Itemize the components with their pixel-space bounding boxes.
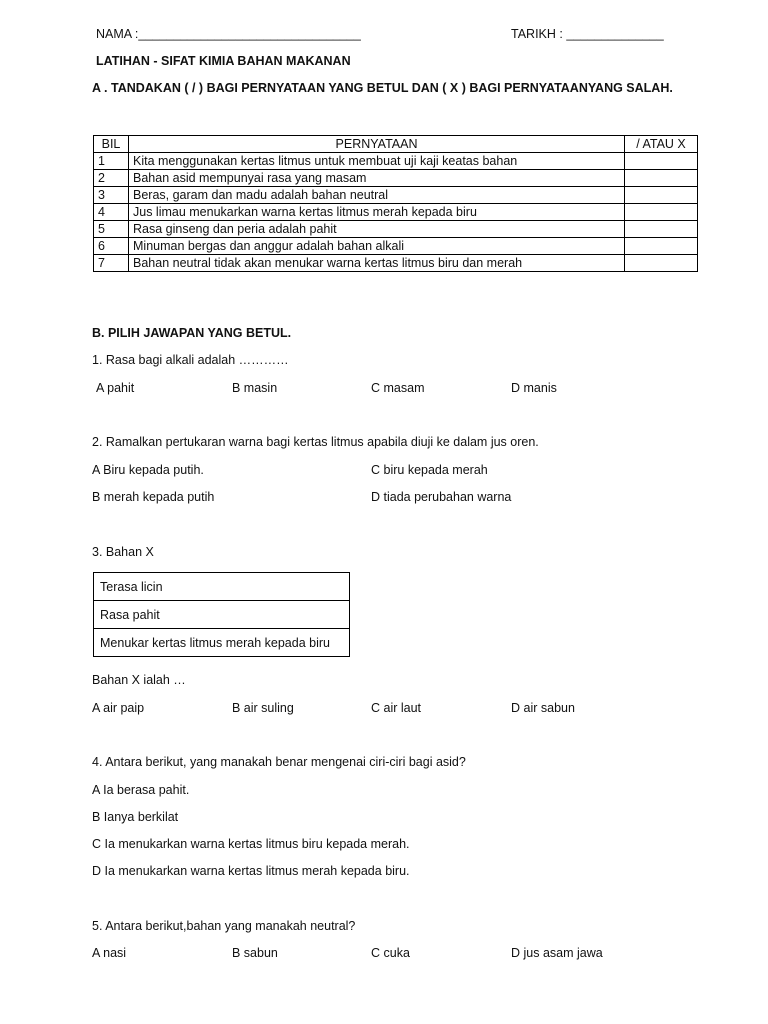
- table-row: [94, 153, 698, 170]
- q3-option-d[interactable]: D air sabun: [511, 701, 575, 715]
- q1-option-b[interactable]: B masin: [232, 381, 278, 395]
- row-statement: Jus limau menukarkan warna kertas litmus merah kepada biru: [129, 204, 625, 221]
- statement-table: [93, 135, 698, 272]
- section-b-instruction: B. PILIH JAWAPAN YANG BETUL.: [92, 326, 292, 340]
- q2-option-b[interactable]: B merah kepada putih: [92, 490, 215, 504]
- table-row: [94, 204, 698, 221]
- property-row: [94, 573, 350, 601]
- q5-option-c[interactable]: C cuka: [371, 946, 410, 960]
- table-row: [94, 170, 698, 187]
- date-label: TARIKH :: [511, 27, 563, 41]
- q4-option-c[interactable]: C Ia menukarkan warna kertas litmus biru kepada merah.: [92, 837, 410, 851]
- question-2: 2. Ramalkan pertukaran warna bagi kertas litmus apabila diuji ke dalam jus oren.: [92, 435, 539, 449]
- property-text: Terasa licin: [94, 573, 350, 601]
- property-text: Rasa pahit: [94, 601, 350, 629]
- table-row: [94, 221, 698, 238]
- row-number: 6: [94, 238, 129, 255]
- date-blank[interactable]: ______________: [566, 27, 664, 41]
- row-number: 1: [94, 153, 129, 170]
- answer-cell[interactable]: [625, 255, 698, 272]
- row-statement: Kita menggunakan kertas litmus untuk membuat uji kaji keatas bahan: [129, 153, 625, 170]
- answer-cell[interactable]: [625, 170, 698, 187]
- q4-option-d[interactable]: D Ia menukarkan warna kertas litmus merah kepada biru.: [92, 864, 410, 878]
- name-label: NAMA :: [96, 27, 139, 41]
- q3-option-b[interactable]: B air suling: [232, 701, 294, 715]
- q1-option-c[interactable]: C masam: [371, 381, 425, 395]
- q1-option-a[interactable]: A pahit: [96, 381, 135, 395]
- question-3-prompt: Bahan X ialah …: [92, 673, 186, 687]
- q4-option-b[interactable]: B Ianya berkilat: [92, 810, 179, 824]
- q5-option-a[interactable]: A nasi: [92, 946, 127, 960]
- page-title: LATIHAN - SIFAT KIMIA BAHAN MAKANAN: [96, 54, 351, 68]
- header-bil: BIL: [94, 136, 129, 153]
- answer-cell[interactable]: [625, 238, 698, 255]
- row-number: 5: [94, 221, 129, 238]
- substance-x-properties: [93, 572, 350, 657]
- property-text: Menukar kertas litmus merah kepada biru: [94, 629, 350, 657]
- q3-option-c[interactable]: C air laut: [371, 701, 422, 715]
- q5-option-b[interactable]: B sabun: [232, 946, 278, 960]
- answer-cell[interactable]: [625, 153, 698, 170]
- row-statement: Bahan neutral tidak akan menukar warna kertas litmus biru dan merah: [129, 255, 625, 272]
- question-5: 5. Antara berikut,bahan yang manakah neutral?: [92, 919, 356, 933]
- q4-option-a[interactable]: A Ia berasa pahit.: [92, 783, 190, 797]
- q5-option-d[interactable]: D jus asam jawa: [511, 946, 603, 960]
- row-statement: Beras, garam dan madu adalah bahan neutral: [129, 187, 625, 204]
- answer-cell[interactable]: [625, 221, 698, 238]
- header-answer: / ATAU X: [625, 136, 698, 153]
- property-row: [94, 601, 350, 629]
- q1-option-d[interactable]: D manis: [511, 381, 557, 395]
- table-row: [94, 187, 698, 204]
- q2-option-c[interactable]: C biru kepada merah: [371, 463, 488, 477]
- table-row: [94, 255, 698, 272]
- row-statement: Minuman bergas dan anggur adalah bahan alkali: [129, 238, 625, 255]
- row-statement: Bahan asid mempunyai rasa yang masam: [129, 170, 625, 187]
- name-blank[interactable]: ________________________________: [138, 27, 361, 41]
- table-header-row: [94, 136, 698, 153]
- answer-cell[interactable]: [625, 204, 698, 221]
- row-number: 4: [94, 204, 129, 221]
- property-row: [94, 629, 350, 657]
- q3-option-a[interactable]: A air paip: [92, 701, 145, 715]
- question-1: 1. Rasa bagi alkali adalah …………: [92, 353, 289, 367]
- q2-option-a[interactable]: A Biru kepada putih.: [92, 463, 204, 477]
- section-a-instruction: A . TANDAKAN ( / ) BAGI PERNYATAAN YANG BETUL DAN ( X ) BAGI PERNYATAANYANG SALAH.: [92, 81, 673, 95]
- header-pernyataan: PERNYATAAN: [129, 136, 625, 153]
- question-3: 3. Bahan X: [92, 545, 154, 559]
- question-4: 4. Antara berikut, yang manakah benar mengenai ciri-ciri bagi asid?: [92, 755, 466, 769]
- answer-cell[interactable]: [625, 187, 698, 204]
- row-statement: Rasa ginseng dan peria adalah pahit: [129, 221, 625, 238]
- row-number: 7: [94, 255, 129, 272]
- date-field[interactable]: [511, 27, 664, 41]
- row-number: 2: [94, 170, 129, 187]
- q2-option-d[interactable]: D tiada perubahan warna: [371, 490, 512, 504]
- name-field[interactable]: [96, 27, 361, 41]
- table-row: [94, 238, 698, 255]
- row-number: 3: [94, 187, 129, 204]
